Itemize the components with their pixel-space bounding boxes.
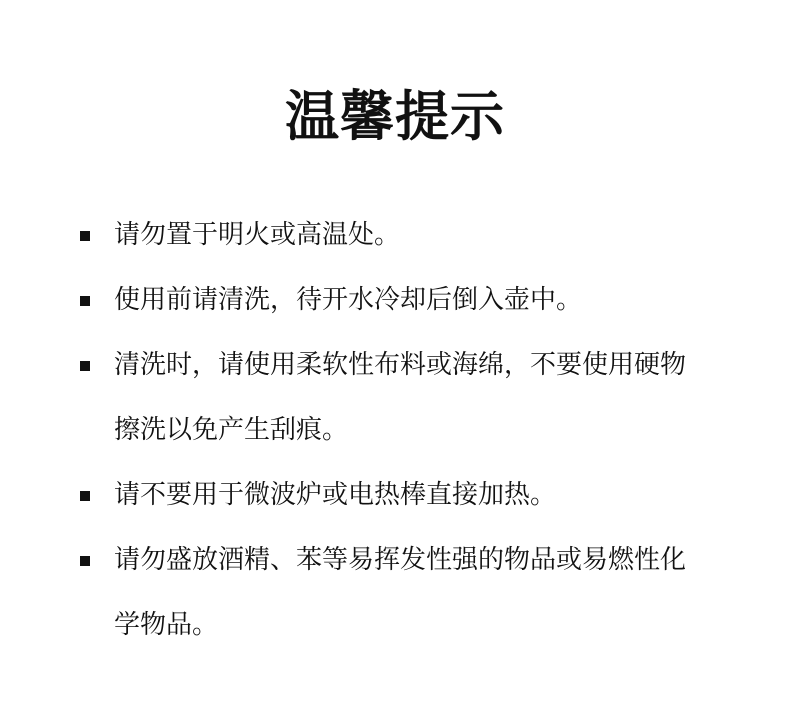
tip-text: 请勿盛放酒精、苯等易挥发性强的物品或易燃性化学物品。 (114, 545, 687, 640)
tip-item-2 (78, 268, 758, 333)
square-bullet-icon (80, 231, 90, 241)
page-title: 温馨提示 (285, 85, 505, 148)
square-bullet-icon (80, 296, 90, 306)
tip-item-5 (78, 528, 758, 658)
tips-list (78, 203, 758, 658)
tip-item-3 (78, 333, 758, 463)
tip-item-4 (78, 463, 758, 528)
tip-item-1 (78, 203, 758, 268)
square-bullet-icon (80, 556, 90, 566)
square-bullet-icon (80, 491, 90, 501)
square-bullet-icon (80, 361, 90, 371)
tip-text: 请勿置于明火或高温处。 (114, 220, 401, 250)
tip-text: 使用前请清洗，待开水冷却后倒入壶中。 (114, 285, 583, 315)
tip-text: 请不要用于微波炉或电热棒直接加热。 (114, 480, 557, 510)
tip-text: 清洗时，请使用柔软性布料或海绵，不要使用硬物擦洗以免产生刮痕。 (114, 350, 687, 445)
